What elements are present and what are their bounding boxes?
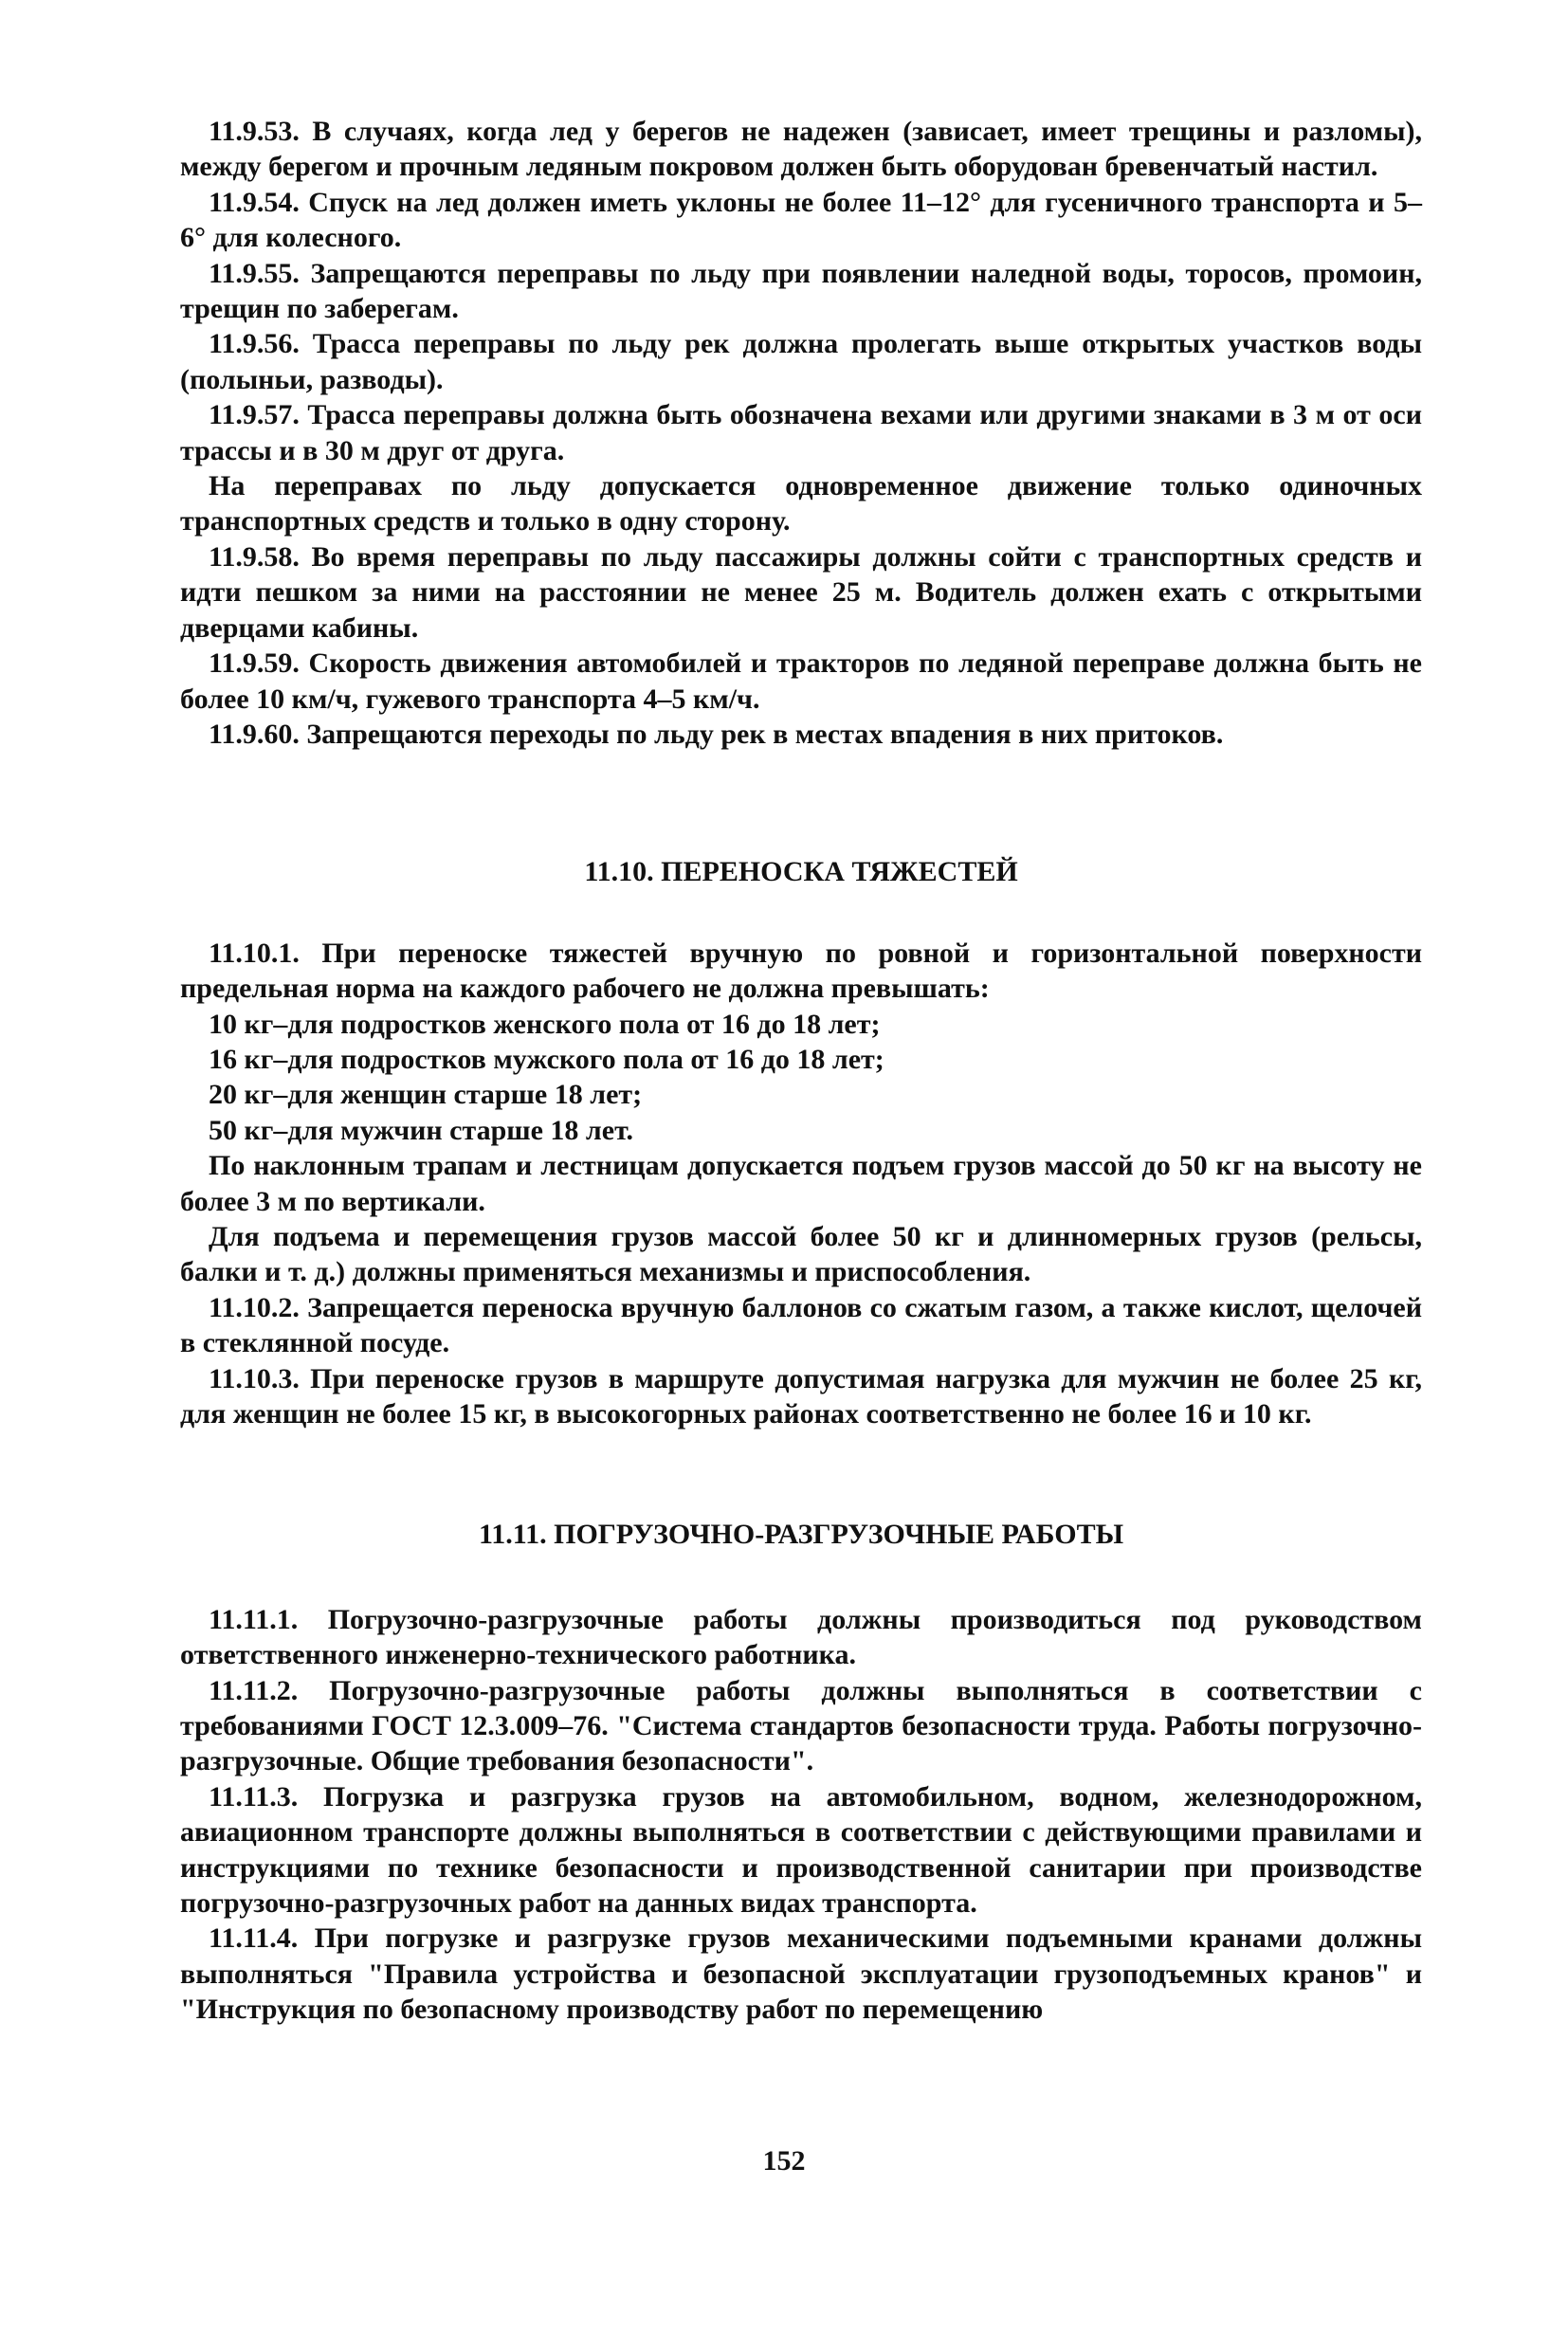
paragraph-11-9-57: 11.9.57. Трасса переправы должна быть обозначена вехами или другими знаками в 3 м от оси трассы и в 30 м друг от друга.	[180, 399, 1422, 466]
section-11-11	[180, 1602, 1422, 2028]
paragraph-11-11-3: 11.11.3. Погрузка и разгрузка грузов на автомобильном, водном, железнодорожном, авиационном транспорте должны выполняться в соответствии с действующими правилами и инструкциями по технике безопасности и производственной санитарии при производстве погрузочно-разгрузочных работ на данных видах транспорта.	[180, 1780, 1422, 1920]
section-11-10	[180, 936, 1422, 1432]
paragraph-11-9-53: 11.9.53. В случаях, когда лед у берегов не надежен (зависает, имеет трещины и разломы), между берегом и прочным ледяным покровом должен быть оборудован бревенчатый настил.	[180, 116, 1422, 183]
norm-item-1: 10 кг–для подростков женского пола от 16 до 18 лет;	[209, 1008, 881, 1040]
paragraph-11-9-59: 11.9.59. Скорость движения автомобилей и тракторов по ледяной переправе должна быть не более 10 км/ч, гужевого транспорта 4–5 км/ч.	[180, 647, 1422, 715]
paragraph-11-10-1: 11.10.1. При переноске тяжестей вручную по ровной и горизонтальной поверхности предельная норма на каждого рабочего не должна превышать:	[180, 937, 1422, 1005]
paragraph-11-9-58: 11.9.58. Во время переправы по льду пассажиры должны сойти с транспортных средств и идти пешком за ними на расстоянии не менее 25 м. Водитель должен ехать с открытыми дверцами кабины.	[180, 540, 1422, 644]
paragraph-11-9-56: 11.9.56. Трасса переправы по льду рек должна пролегать выше открытых участков воды (полыньи, разводы).	[180, 328, 1422, 395]
paragraph-11-9-55: 11.9.55. Запрещаются переправы по льду при появлении наледной воды, торосов, промоин, трещин по заберегам.	[180, 257, 1422, 325]
paragraph-ramps: По наклонным трапам и лестницам допускается подъем грузов массой до 50 кг на высоту не более 3 м по вертикали.	[180, 1150, 1422, 1217]
norm-item-2: 16 кг–для подростков мужского пола от 16 до 18 лет;	[209, 1043, 884, 1075]
paragraph-11-11-4: 11.11.4. При погрузке и разгрузке грузов механическими подъемными кранами должны выполняться "Правила устройства и безопасной эксплуатации грузоподъемных кранов" и "Инструкция по безопасному производству работ по перемещению	[180, 1922, 1422, 2026]
norm-item-3: 20 кг–для женщин старше 18 лет;	[209, 1079, 643, 1111]
section-heading-11-11: 11.11. ПОГРУЗОЧНО-РАЗГРУЗОЧНЫЕ РАБОТЫ	[478, 1519, 1124, 1551]
paragraph-11-11-2: 11.11.2. Погрузочно-разгрузочные работы должны выполняться в соответствии с требованиями ГОСТ 12.3.009–76. "Система стандартов безопасности труда. Работы погрузочно-разгрузочные. Общие требования безопасности".	[180, 1674, 1422, 1777]
paragraph-heavy-loads: Для подъема и перемещения грузов массой более 50 кг и длинномерных грузов (рельсы, балки и т. д.) должны применяться механизмы и приспособления.	[180, 1220, 1422, 1288]
paragraph-11-11-1: 11.11.1. Погрузочно-разгрузочные работы должны производиться под руководством ответственного инженерно-технического работника.	[180, 1603, 1422, 1671]
section-heading-11-10: 11.10. ПЕРЕНОСКА ТЯЖЕСТЕЙ	[584, 856, 1018, 888]
paragraph-11-9-60: 11.9.60. Запрещаются переходы по льду рек в местах впадения в них притоков.	[209, 718, 1224, 750]
page-text	[180, 114, 1422, 2028]
paragraph-11-10-3: 11.10.3. При переноске грузов в маршруте допустимая нагрузка для мужчин не более 25 кг, для женщин не более 15 кг, в высокогорных районах соответственно не более 16 и 10 кг.	[180, 1362, 1422, 1430]
paragraph-11-9-54: 11.9.54. Спуск на лед должен иметь уклоны не более 11–12° для гусеничного транспорта и 5–6° для колесного.	[180, 186, 1422, 254]
section-11-9-continued	[180, 114, 1422, 752]
page-number: 152	[762, 2145, 806, 2177]
paragraph-11-10-2: 11.10.2. Запрещается переноска вручную баллонов со сжатым газом, а также кислот, щелочей в стеклянной посуде.	[180, 1291, 1422, 1359]
norm-item-4: 50 кг–для мужчин старше 18 лет.	[209, 1114, 634, 1146]
paragraph-11-9-57-note: На переправах по льду допускается одновременное движение только одиночных транспортных средств и только в одну сторону.	[180, 470, 1422, 537]
